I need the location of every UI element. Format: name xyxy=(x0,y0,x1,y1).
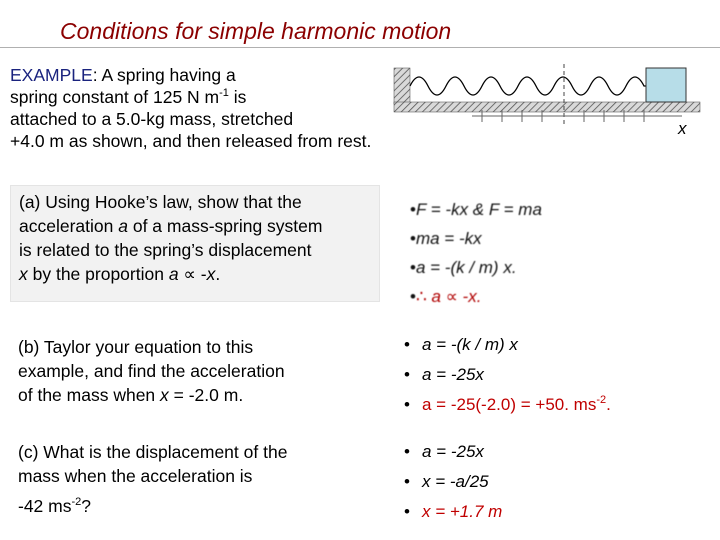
spring xyxy=(410,77,646,95)
list-item: •F = -kx & F = ma xyxy=(410,200,542,219)
list-item: • x = +1.7 m xyxy=(404,502,503,521)
list-item: • a = -25(-2.0) = +50. $ms^{-2}$. xyxy=(404,394,611,414)
list-item: •ma = -kx xyxy=(410,229,482,248)
example-intro: EXAMPLE: A spring having a spring constant of 125 N $m^{-1}$ is attached to a 5.0-kg mass, stretched +4.0 m as shown, and then released from rest. xyxy=(10,65,372,151)
wall xyxy=(394,68,410,104)
page-title: Conditions for simple harmonic motion xyxy=(60,18,452,44)
part-b-question: (b) Taylor your equation to this example, and find the acceleration of the mass when x = -2.0 m. xyxy=(18,337,285,405)
part-c-answers xyxy=(404,437,502,527)
list-item: • a = -(k / m) x xyxy=(404,335,518,354)
x-axis-label: x xyxy=(678,119,687,138)
floor xyxy=(394,102,700,112)
list-item: • a = -25x xyxy=(404,442,484,461)
part-b-answers xyxy=(404,330,611,420)
example-label: EXAMPLE xyxy=(10,65,93,85)
list-item: •∴ a ∝ -x. xyxy=(410,287,482,306)
list-item: • a = -25x xyxy=(404,365,484,384)
part-a-answers xyxy=(410,195,710,311)
part-a-question: (a) Using Hooke’s law, show that the acceleration a of a mass-spring system is related to the spring’s displacement x by the proportion a ∝ -x. xyxy=(10,185,380,302)
mass-block xyxy=(646,68,686,102)
list-item: •a = -(k / m) x. xyxy=(410,258,517,277)
spring-mass-diagram xyxy=(392,64,702,149)
title-divider xyxy=(0,47,720,48)
part-c-question: (c) What is the displacement of the mass when the acceleration is -42 $ms^{-2}$? xyxy=(18,442,288,516)
list-item: • x = -a/25 xyxy=(404,472,489,491)
